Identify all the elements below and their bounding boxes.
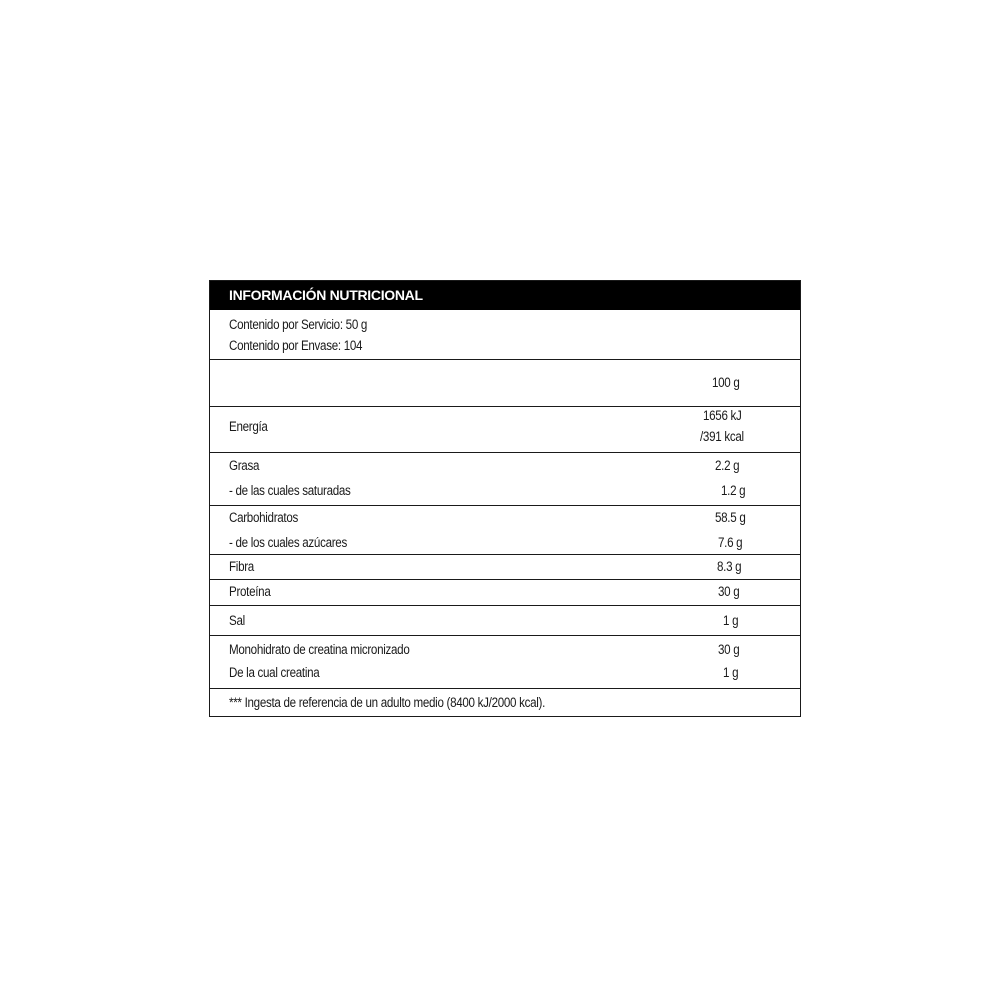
carbohydrates-value: 58.5 g <box>715 510 746 525</box>
fiber-value: 8.3 g <box>717 559 742 574</box>
sugars-value: 7.6 g <box>718 535 743 550</box>
fat-value: 2.2 g <box>715 458 740 473</box>
fiber-row <box>210 554 800 579</box>
fat-section <box>210 452 800 505</box>
fiber-label: Fibra <box>229 559 254 574</box>
fat-label: Grasa <box>229 458 260 473</box>
creatine-section <box>210 635 800 688</box>
footnote-text: *** Ingesta de referencia de un adulto medio (8400 kJ/2000 kcal). <box>229 695 546 710</box>
salt-label: Sal <box>229 613 245 628</box>
sugars-label: - de los cuales azúcares <box>229 535 347 550</box>
protein-row <box>210 579 800 605</box>
nutrition-label <box>209 280 801 717</box>
salt-value: 1 g <box>723 613 739 628</box>
protein-label: Proteína <box>229 584 271 599</box>
column-header-row <box>210 359 800 406</box>
protein-value: 30 g <box>718 584 740 599</box>
creatine-monohydrate-label: Monohidrato de creatina micronizado <box>229 642 410 657</box>
creatine-value: 1 g <box>723 665 739 680</box>
footnote-row <box>210 688 800 716</box>
energy-value-kj: 1656 kJ <box>703 408 742 423</box>
serving-size-text: Contenido por Servicio: 50 g <box>229 317 368 332</box>
column-header-100g: 100 g <box>712 375 740 390</box>
carbohydrates-label: Carbohidratos <box>229 510 299 525</box>
saturated-fat-value: 1.2 g <box>721 483 746 498</box>
carbohydrates-section <box>210 505 800 554</box>
energy-row <box>210 406 800 452</box>
serving-info-section <box>210 310 800 359</box>
energy-value-kcal: /391 kcal <box>700 429 744 444</box>
label-title: INFORMACIÓN NUTRICIONAL <box>229 287 423 303</box>
creatine-label: De la cual creatina <box>229 665 320 680</box>
creatine-monohydrate-value: 30 g <box>718 642 740 657</box>
saturated-fat-label: - de las cuales saturadas <box>229 483 351 498</box>
servings-per-container-text: Contenido por Envase: 104 <box>229 338 363 353</box>
salt-row <box>210 605 800 635</box>
energy-label: Energía <box>229 419 268 434</box>
label-header <box>210 281 800 310</box>
